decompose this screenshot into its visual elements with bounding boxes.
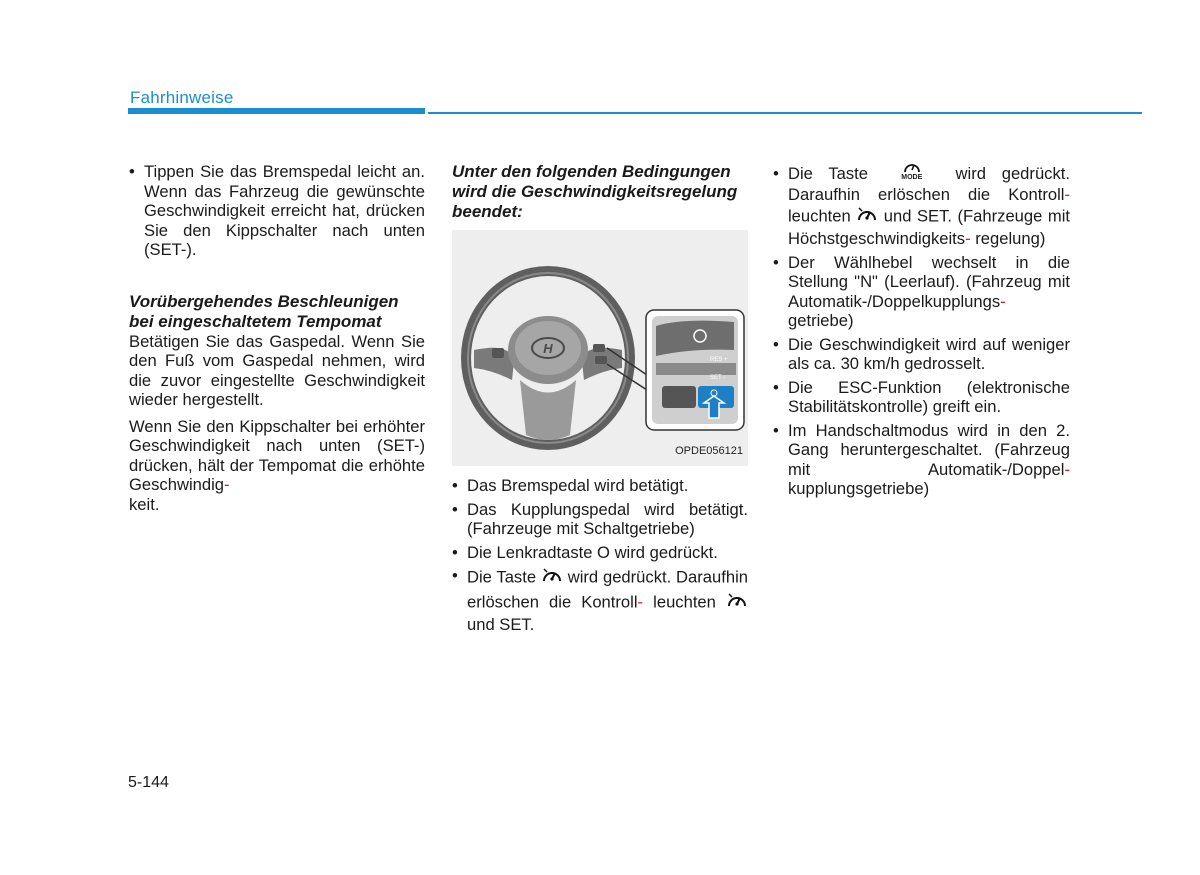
hyphen: - — [1000, 291, 1006, 311]
bullet-text: kupplungsgetriebe) — [788, 479, 930, 499]
bullet-text: Im Handschaltmodus wird in den 2. Gang heruntergeschaltet. (Fahrzeug mit Automatik-/Doppel — [788, 420, 1070, 479]
paragraph-text: keit. — [129, 494, 160, 514]
column-right — [773, 164, 1070, 503]
bullet-text: Die ESC-Funktion (elektronische Stabilitätskontrolle) greift ein. — [788, 377, 1070, 417]
page-number: 5-144 — [128, 774, 169, 791]
steering-wheel-illustration — [452, 230, 748, 466]
list-item — [452, 543, 748, 563]
list-item — [773, 164, 1070, 249]
bullet-text: regelung) — [975, 229, 1046, 249]
bullet-text: Das Bremspedal wird betätigt. — [467, 476, 689, 495]
column-left — [129, 162, 425, 521]
column-middle — [452, 162, 748, 639]
cruise-speedometer-icon — [856, 205, 878, 230]
hyphen: - — [1064, 459, 1070, 479]
hyphen: - — [965, 229, 971, 249]
bullet-text: Tippen Sie das Bremspedal leicht an. Wenn das Fahrzeug die gewünschte Geschwindigkeit erreicht hat, drücken Sie den Kippschalter nach unten (SET-). — [144, 162, 425, 259]
bullet-text: Die Geschwindigkeit wird auf weniger als ca. 30 km/h gedrosselt. — [788, 334, 1070, 374]
bullet-text: Der Wählhebel wechselt in die Stellung "N" (Leerlauf). (Fahrzeug mit Automatik-/Doppelkupplungs — [788, 252, 1070, 311]
paragraph: Betätigen Sie das Gaspedal. Wenn Sie den Fuß vom Gaspedal nehmen, wird die zuvor eingestellte Geschwindigkeit wieder hergestellt. — [129, 331, 425, 409]
bullet-text: Die Taste — [788, 164, 869, 183]
bullet-text: und SET. — [467, 615, 535, 634]
list-item — [452, 476, 748, 496]
subheading-termination-conditions: Unter den folgenden Bedingungen wird die Geschwindigkeitsregelung beendet: — [452, 162, 738, 221]
bullet-text: wird gedrückt. Daraufhin erlöschen die Kontroll — [788, 164, 1070, 205]
bullet-text: Das Kupplungspedal wird betätigt. (Fahrzeuge mit Schaltgetriebe) — [467, 499, 748, 538]
paragraph-text: Wenn Sie den Kippschalter bei erhöhter Geschwindigkeit nach unten (SET-) drücken, hält der Tempomat die erhöhte Geschwindig — [129, 416, 425, 494]
bullet-text: wird gedrückt. Daraufhin erlöschen die Kontroll — [467, 567, 748, 612]
list-item — [773, 421, 1070, 499]
svg-text:H: H — [543, 341, 553, 356]
section-title: Fahrhinweise — [130, 88, 234, 107]
mode-label: MODE — [901, 174, 923, 182]
list-item — [452, 566, 748, 635]
cruise-speedometer-icon — [726, 591, 748, 616]
bullet-text: Die Lenkradtaste O wird gedrückt. — [467, 542, 718, 562]
res-label: RES + — [710, 357, 728, 363]
list-item — [773, 378, 1070, 417]
subheading-temporary-acceleration: Vorübergehendes Beschleunigen bei eingeschaltetem Tempomat — [129, 291, 399, 331]
bullet-text: leuchten — [653, 592, 716, 612]
list-item — [773, 335, 1070, 374]
steering-wheel-figure — [452, 230, 748, 466]
bullet-text: leuchten — [788, 206, 851, 226]
list-item — [452, 500, 748, 539]
figure-code: OPDE056121 — [675, 444, 743, 457]
list-item — [773, 253, 1070, 331]
cruise-speedometer-icon — [541, 566, 563, 591]
hyphen: - — [224, 475, 230, 494]
header-rule-thick — [128, 108, 425, 114]
bullet-text: und SET. (Fahrzeuge mit Höchstgeschwindigkeits — [788, 206, 1070, 249]
list-item — [129, 162, 425, 260]
hyphen: - — [637, 592, 644, 612]
bullet-text: Die Taste — [467, 567, 537, 587]
mode-speedometer-icon — [892, 160, 932, 181]
bullet-text: getriebe) — [788, 311, 854, 331]
header-rule-thin — [428, 112, 1142, 114]
set-label: SET - — [710, 375, 726, 381]
hyphen: - — [1064, 185, 1070, 205]
paragraph — [129, 417, 425, 515]
